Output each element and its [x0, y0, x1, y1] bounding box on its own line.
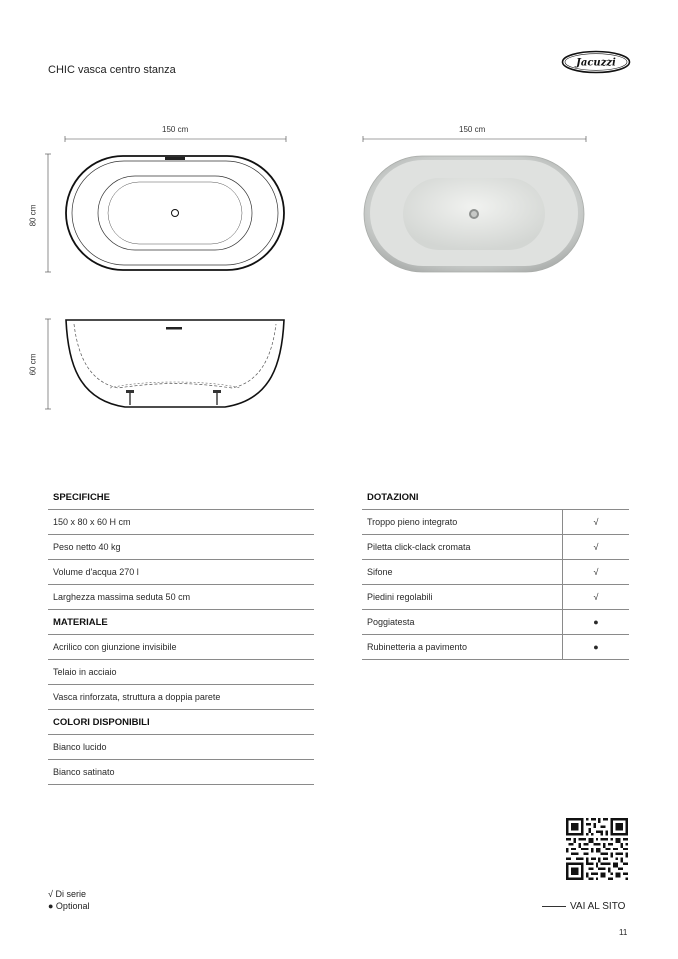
equipment-label: Troppo pieno integrato: [367, 517, 458, 527]
optional-mark: ●: [562, 610, 629, 634]
equipment-table: [362, 485, 629, 660]
material-row: Telaio in acciaio: [48, 660, 314, 685]
equipment-label: Sifone: [367, 567, 393, 577]
top-depth-label: 80 cm: [28, 204, 38, 227]
spec-row: Peso netto 40 kg: [48, 535, 314, 560]
side-height-label: 60 cm: [28, 353, 38, 376]
visit-site-link[interactable]: [542, 901, 625, 912]
equipment-row: [362, 560, 629, 585]
legend: [48, 888, 89, 912]
page-title: CHIC vasca centro stanza: [48, 64, 176, 76]
optional-mark: ●: [562, 635, 629, 659]
standard-mark: √: [562, 585, 629, 609]
site-link-text: VAI AL SITO: [570, 901, 626, 912]
material-heading: MATERIALE: [48, 610, 314, 635]
equipment-row: [362, 535, 629, 560]
spec-heading: SPECIFICHE: [48, 485, 314, 510]
colors-heading: COLORI DISPONIBILI: [48, 710, 314, 735]
page-number: 11: [619, 928, 628, 937]
brand-text: Jacuzzi: [576, 57, 616, 69]
render-width-label: 150 cm: [459, 125, 486, 134]
legend-optional: ● Optional: [48, 901, 90, 911]
color-row: Bianco lucido: [48, 735, 314, 760]
equipment-label: Poggiatesta: [367, 617, 415, 627]
equipment-row: [362, 635, 629, 660]
color-row: Bianco satinato: [48, 760, 314, 785]
spec-row: Larghezza massima seduta 50 cm: [48, 585, 314, 610]
material-row: Vasca rinforzata, struttura a doppia parete: [48, 685, 314, 710]
spec-row: Volume d'acqua 270 l: [48, 560, 314, 585]
qr-code[interactable]: [566, 818, 628, 880]
material-row: Acrilico con giunzione invisibile: [48, 635, 314, 660]
equipment-row: [362, 610, 629, 635]
equipment-row: [362, 585, 629, 610]
spec-table: [48, 485, 314, 785]
equipment-row: [362, 510, 629, 535]
equipment-label: Piedini regolabili: [367, 592, 433, 602]
top-width-label: 150 cm: [162, 125, 189, 134]
render-view-image: [355, 130, 595, 280]
side-view-drawing: [30, 312, 300, 417]
standard-mark: √: [562, 560, 629, 584]
equipment-label: Piletta click-clack cromata: [367, 542, 471, 552]
jacuzzi-logo: [561, 50, 631, 74]
top-view-drawing: [30, 130, 300, 280]
legend-standard: √ Di serie: [48, 889, 86, 899]
standard-mark: √: [562, 535, 629, 559]
spec-row: 150 x 80 x 60 H cm: [48, 510, 314, 535]
equipment-heading: DOTAZIONI: [362, 485, 629, 510]
standard-mark: √: [562, 510, 629, 534]
site-link-line: [542, 906, 566, 907]
equipment-label: Rubinetteria a pavimento: [367, 642, 468, 652]
